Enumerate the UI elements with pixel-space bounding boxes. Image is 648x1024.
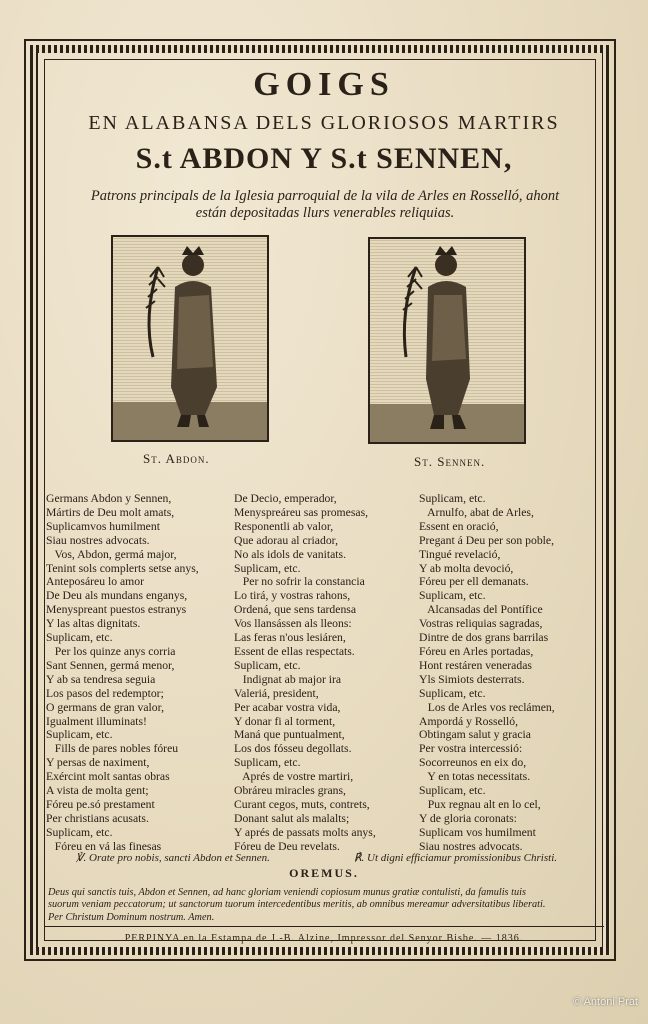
verse-line: Fóreu en vá las finesas [46, 839, 162, 853]
verse-line: Igualment illuminats! [46, 714, 147, 728]
caption-sennen: St. Sennen. [414, 454, 486, 469]
verse-line: Ordená, que sens tardensa [234, 603, 357, 617]
prayer [48, 887, 600, 924]
verse-line: Per no sofrir la constancia [234, 575, 365, 589]
verse-column-1 [46, 492, 199, 854]
verse-column-2 [234, 492, 376, 854]
verse-line: Suplicam, etc. [234, 756, 301, 770]
verse-line: Fills de pares nobles fóreu [46, 742, 179, 756]
verse-line: Valeriá, president, [234, 686, 319, 700]
verse-line: De Deu als mundans enganys, [46, 589, 188, 603]
saints-heading: S.t ABDON Y S.t SENNEN, [135, 142, 513, 175]
verse-line: Exércint molt santas obras [46, 770, 170, 784]
verse-line: Suplicam, etc. [46, 728, 113, 742]
response: ℟. Ut digni efficiamur promissionibus Christi. [354, 852, 557, 864]
verse-line: Siau nostres advocats. [46, 533, 150, 547]
verse-line: Essent de ellas respectats. [234, 644, 355, 658]
verse-line: Yls Simiots desterrats. [419, 672, 525, 686]
verse-line: Los pasos del redemptor; [46, 686, 164, 700]
verse-line: Y de gloria coronats: [419, 811, 517, 825]
verse-line: Fóreu pe.só prestament [46, 797, 155, 811]
verse-line: Per acabar vostra vida, [234, 700, 341, 714]
verse-line: Y en totas necessitats. [419, 770, 531, 784]
verse-line: Las feras n'ous lesiáren, [234, 631, 346, 645]
portrait-abdon [111, 235, 269, 442]
saint-woodcut-icon [113, 237, 267, 440]
verse-line: Vostras reliquias sagradas, [419, 617, 543, 631]
verse-line: Responentli ab valor, [234, 519, 334, 533]
verse-line: Obtingam salut y gracia [419, 728, 531, 742]
dedication-line: están depositadas llurs venerables reliquias. [195, 205, 455, 221]
page-title: GOIGS [253, 66, 395, 103]
verse-line: Donant salut als malalts; [234, 811, 350, 825]
verse-line: Y ab sa tendresa seguia [46, 672, 156, 686]
saint-woodcut-icon [370, 239, 524, 442]
verse-line: Germans Abdon y Sennen, [46, 492, 172, 505]
verse-column-3 [419, 492, 555, 854]
verse-line: Fóreu en Arles portadas, [419, 644, 534, 658]
verse-line: Suplicam, etc. [419, 492, 486, 505]
verse-line: Anteposáreu lo amor [46, 575, 145, 589]
verse-line: Ampordá y Rosselló, [419, 714, 519, 728]
prayer-line: suorum veniam peccatorum; ut sanctorum tuorum intercedentibus meritis, ab omnibus mereamur adversitatibus liberati. [48, 899, 546, 911]
verse-line: No als idols de vanitats. [234, 547, 346, 561]
verse-line: Per vostra intercessió: [419, 742, 523, 756]
verse-line: Hont restáren veneradas [419, 658, 532, 672]
verse-line: Essent en oració, [419, 519, 499, 533]
verse-line: Socorreunos en eix do, [419, 756, 527, 770]
verse-line: Obráreu miracles grans, [234, 784, 346, 798]
verse-line: Suplicam, etc. [419, 784, 486, 798]
verse-line: Los de Arles vos reclámen, [419, 700, 555, 714]
verse-line: Y persas de naximent, [46, 756, 150, 770]
verse-line: Suplicam vos humilment [419, 825, 536, 839]
verse-line: A vista de molta gent; [46, 784, 149, 798]
verse-line: Fóreu de Deu revelats. [234, 839, 340, 853]
imprint: PERPINYA en la Estampa de J.-B. Alzine, Impressor del Senyor Bisbe. — 1836. [124, 933, 524, 944]
verse-line: Y donar fi al torment, [234, 714, 336, 728]
verse-line: Menyspreáreu sas promesas, [234, 505, 369, 519]
verse-line: Suplicamvos humilment [46, 519, 160, 533]
verse-line: Arnulfo, abat de Arles, [419, 505, 534, 519]
portrait-sennen [368, 237, 526, 444]
verse-line: Vos, Abdon, germá major, [46, 547, 177, 561]
verse-line: Alcansadas del Pontífice [419, 603, 543, 617]
versicle: ℣. Orate pro nobis, sancti Abdon et Sennen. [76, 852, 270, 864]
divider [44, 926, 604, 927]
verse-line: Menyspreant puestos estranys [46, 603, 187, 617]
verse-line: Per christians acusats. [46, 811, 149, 825]
verse-line: Dintre de dos grans barrilas [419, 631, 549, 645]
verse-line: Que adorau al criador, [234, 533, 339, 547]
verse-line: Suplicam, etc. [46, 825, 113, 839]
photo-credit: © Antoni Prat [573, 996, 638, 1008]
prayer-line: Deus qui sanctis tuis, Abdon et Sennen, ad hanc gloriam veniendi copiosum munus gratiæ contulisti, da famulis tuis [48, 887, 527, 898]
title-subline: EN ALABANSA DELS GLORIOSOS MARTIRS [88, 112, 560, 134]
verse-line: Vos llansássen als lleons: [234, 617, 352, 631]
verse-line: Pregant á Deu per son poble, [419, 533, 555, 547]
verse-line: Siau nostres advocats. [419, 839, 523, 853]
verse-line: Suplicam, etc. [419, 589, 486, 603]
verse-line: Mártirs de Deu molt amats, [46, 505, 175, 519]
verse-line: Y ab molta devoció, [419, 561, 514, 575]
verse-line: Y las altas dignitats. [46, 617, 141, 631]
verse-line: Suplicam, etc. [46, 631, 113, 645]
verse-line: Pux regnau alt en lo cel, [419, 797, 541, 811]
verse-line: Suplicam, etc. [234, 658, 301, 672]
dedication [60, 188, 590, 222]
oremus-heading: OREMUS. [289, 866, 359, 880]
verse-line: Suplicam, etc. [234, 561, 301, 575]
verse-line: Indignat ab major ira [234, 672, 342, 686]
verse-line: Sant Sennen, germá menor, [46, 658, 175, 672]
verse-line: Fóreu per ell demanats. [419, 575, 529, 589]
verse-line: Maná que puntualment, [234, 728, 345, 742]
verse-line: Lo tirá, y vostras rahons, [234, 589, 351, 603]
verse-line: De Decio, emperador, [234, 492, 337, 505]
verse-line: Tingué revelació, [419, 547, 501, 561]
verse-line: Suplicam, etc. [419, 686, 486, 700]
dedication-line: Patrons principals de la Iglesia parroquial de la vila de Arles en Rosselló, ahont [90, 188, 560, 204]
verse-line: Per los quinze anys corria [46, 644, 176, 658]
prayer-line: Per Christum Dominum nostrum. Amen. [48, 911, 215, 923]
verse-line: O germans de gran valor, [46, 700, 164, 714]
verse-line: Tenint sols complerts setse anys, [46, 561, 199, 575]
caption-abdon: St. Abdon. [143, 451, 210, 466]
verse-line: Aprés de vostre martiri, [234, 770, 354, 784]
verse-line: Los dos fósseu degollats. [234, 742, 352, 756]
verse-line: Y aprés de passats molts anys, [234, 825, 376, 839]
verse-line: Curant cegos, muts, contrets, [234, 797, 370, 811]
